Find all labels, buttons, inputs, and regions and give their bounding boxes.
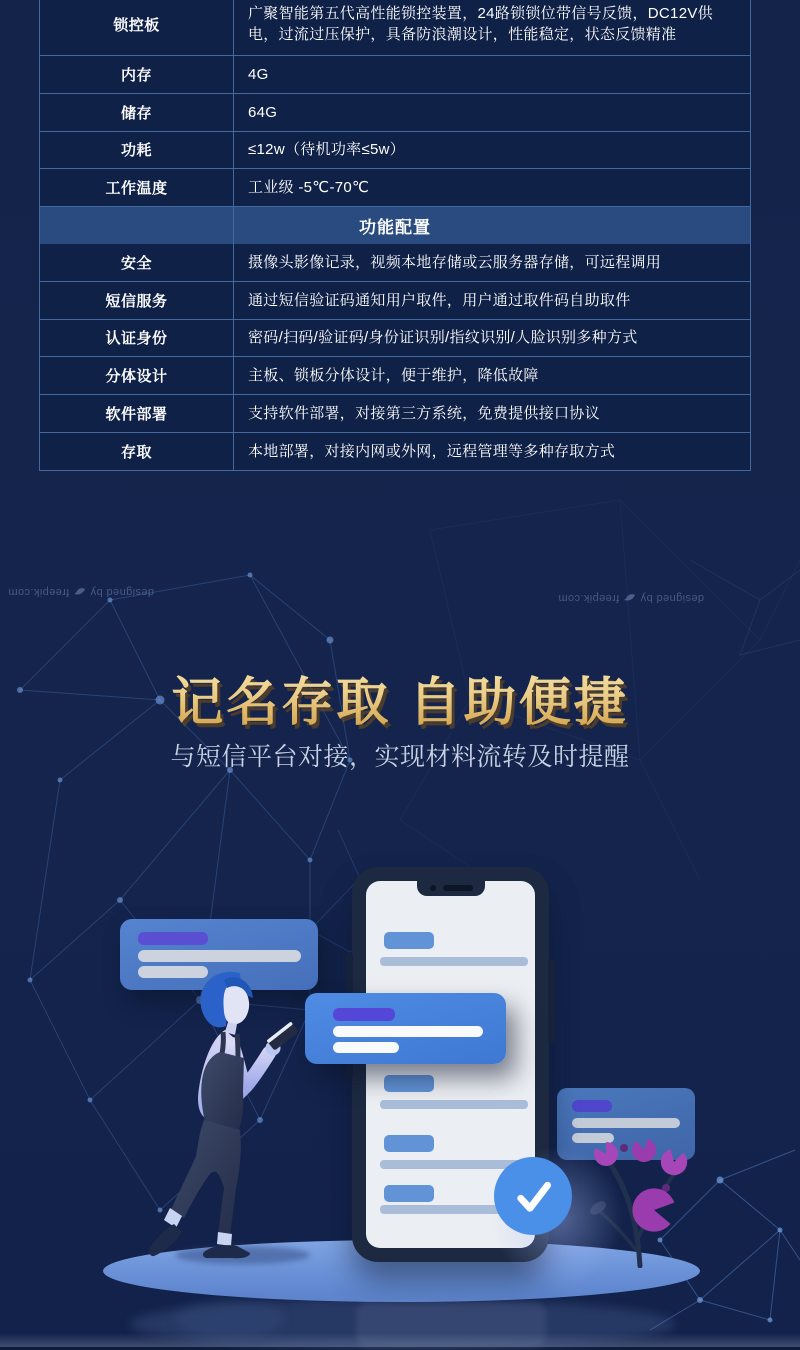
watermark-prefix: designed by	[640, 592, 704, 604]
row-label: 认证身份	[105, 330, 168, 348]
row-label: 储存	[120, 104, 152, 122]
message-bar	[333, 1042, 399, 1053]
row-value: 4G	[248, 65, 269, 83]
row-value: 通过短信验证码通知用户取件，用户通过取件码自助取件	[248, 291, 631, 309]
table-row	[40, 168, 750, 206]
row-label: 工作温度	[105, 180, 168, 198]
message-pill	[384, 1075, 434, 1092]
row-value: 支持软件部署，对接第三方系统，免费提供接口协议	[248, 405, 600, 423]
table-row	[40, 131, 750, 169]
plant-flower	[658, 1148, 690, 1179]
spec-table	[39, 0, 751, 471]
person-shoe	[149, 1224, 182, 1256]
message-pill	[333, 1008, 395, 1021]
hero-title: 记名存取 自助便捷	[0, 660, 800, 735]
check-icon	[510, 1173, 556, 1219]
freepik-bird-icon	[73, 587, 86, 598]
row-value: 本地部署，对接内网或外网，远程管理等多种存取方式	[248, 442, 616, 460]
top-right-network-lines	[690, 560, 800, 655]
message-bar	[380, 1100, 528, 1109]
phone-side-button	[548, 959, 555, 1043]
row-label: 功耗	[120, 142, 152, 160]
table-row	[40, 281, 750, 319]
camera-dot	[430, 885, 436, 891]
freepik-watermark	[8, 586, 154, 598]
watermark-brand: freepik.com	[8, 586, 70, 598]
row-value: 摄像头影像记录，视频本地存储或云服务器存储，可远程调用	[248, 253, 662, 271]
table-section-header: 功能配置	[40, 206, 750, 244]
row-label: 短信服务	[105, 292, 168, 310]
row-label: 安全	[120, 254, 152, 272]
message-pill	[138, 932, 208, 945]
bottom-fog	[0, 1333, 800, 1347]
table-column-divider	[233, 0, 234, 470]
check-badge	[494, 1157, 572, 1235]
hero-subtitle: 与短信平台对接，实现材料流转及时提醒	[170, 743, 630, 771]
table-row	[40, 0, 750, 55]
row-label: 分体设计	[105, 368, 168, 386]
freepik-bird-icon	[623, 593, 636, 604]
table-row	[40, 394, 750, 432]
person-sock	[217, 1232, 232, 1246]
row-value: 工业级 -5℃-70℃	[248, 179, 370, 197]
row-value: 主板、锁板分体设计，便于维护，降低故障	[248, 367, 539, 385]
table-row	[40, 319, 750, 357]
person-pants	[171, 1120, 241, 1236]
message-pill	[384, 1185, 434, 1202]
table-row	[40, 93, 750, 131]
watermark-brand: freepik.com	[558, 592, 620, 604]
table-row	[40, 244, 750, 281]
row-value: 广聚智能第五代高性能锁控装置，24路锁锁位带信号反馈，DC12V供电，过流过压保护，具备防浪潮设计，性能稳定，状态反馈精准	[248, 5, 713, 43]
row-label: 存取	[120, 443, 152, 461]
row-value: 64G	[248, 103, 278, 121]
message-bar	[333, 1026, 483, 1037]
message-pill	[384, 932, 434, 949]
person-phone	[266, 1021, 298, 1050]
row-label: 软件部署	[105, 406, 168, 424]
message-bar	[380, 957, 528, 966]
row-value: ≤12w（待机功率≤5w）	[248, 141, 406, 159]
row-value: 密码/扫码/验证码/身份证识别/指纹识别/人脸识别多种方式	[248, 329, 638, 347]
person-strap	[237, 1034, 238, 1058]
person-overalls-bib	[201, 1052, 244, 1132]
message-pill	[384, 1135, 434, 1152]
freepik-watermark	[558, 592, 704, 604]
row-label: 内存	[120, 66, 152, 84]
table-row	[40, 55, 750, 93]
table-row	[40, 356, 750, 394]
table-row	[40, 432, 750, 470]
person-strap	[222, 1032, 223, 1054]
watermark-prefix: designed by	[90, 586, 154, 598]
phone-notch	[417, 880, 485, 896]
row-label: 锁控板	[113, 16, 160, 34]
person-shoe	[203, 1245, 250, 1258]
message-pill	[572, 1100, 612, 1112]
chat-card-middle	[305, 993, 506, 1064]
person-illustration	[140, 960, 310, 1265]
speaker-bar	[443, 885, 473, 891]
